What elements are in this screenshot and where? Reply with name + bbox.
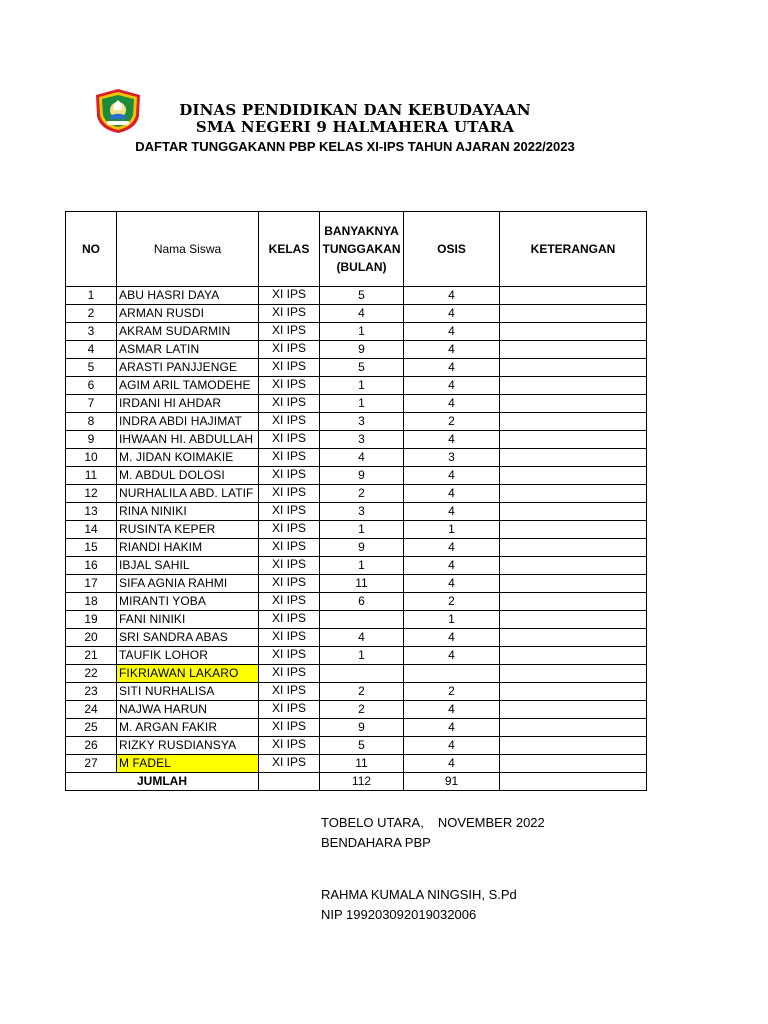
cell-osis: 2 — [404, 683, 500, 701]
table-row — [66, 755, 647, 773]
cell-notes — [500, 647, 647, 665]
signature-role: BENDAHARA PBP — [321, 835, 431, 850]
total-label: JUMLAH — [66, 773, 259, 791]
cell-notes — [500, 431, 647, 449]
cell-no: 1 — [66, 287, 117, 305]
cell-no: 6 — [66, 377, 117, 395]
total-notes-cell — [500, 773, 647, 791]
cell-osis: 4 — [404, 719, 500, 737]
cell-arrears: 2 — [320, 683, 404, 701]
cell-arrears: 4 — [320, 629, 404, 647]
cell-notes — [500, 485, 647, 503]
cell-osis: 4 — [404, 359, 500, 377]
cell-osis: 4 — [404, 467, 500, 485]
total-row — [66, 773, 647, 791]
cell-student-name: ASMAR LATIN — [117, 341, 259, 359]
cell-student-name: INDRA ABDI HAJIMAT — [117, 413, 259, 431]
cell-student-name: M. ARGAN FAKIR — [117, 719, 259, 737]
cell-class: XI IPS — [259, 593, 320, 611]
cell-arrears: 6 — [320, 593, 404, 611]
cell-notes — [500, 467, 647, 485]
cell-class: XI IPS — [259, 485, 320, 503]
cell-no: 25 — [66, 719, 117, 737]
cell-arrears: 9 — [320, 467, 404, 485]
signature-place: TOBELO UTARA, — [321, 815, 424, 830]
table-row — [66, 557, 647, 575]
cell-arrears — [320, 611, 404, 629]
cell-arrears: 11 — [320, 755, 404, 773]
cell-class: XI IPS — [259, 287, 320, 305]
cell-notes — [500, 449, 647, 467]
cell-class: XI IPS — [259, 341, 320, 359]
cell-student-name: M. JIDAN KOIMAKIE — [117, 449, 259, 467]
cell-class: XI IPS — [259, 521, 320, 539]
table-row — [66, 593, 647, 611]
cell-osis: 4 — [404, 575, 500, 593]
cell-student-name: FIKRIAWAN LAKARO — [117, 665, 259, 683]
cell-osis: 4 — [404, 755, 500, 773]
cell-no: 3 — [66, 323, 117, 341]
cell-student-name: AGIM ARIL TAMODEHE — [117, 377, 259, 395]
cell-class: XI IPS — [259, 467, 320, 485]
signer-nip: NIP 199203092019032006 — [321, 907, 477, 922]
table-row — [66, 323, 647, 341]
cell-notes — [500, 287, 647, 305]
table-row — [66, 395, 647, 413]
cell-arrears: 1 — [320, 647, 404, 665]
cell-class: XI IPS — [259, 629, 320, 647]
cell-osis: 2 — [404, 593, 500, 611]
cell-osis: 4 — [404, 305, 500, 323]
cell-arrears: 1 — [320, 323, 404, 341]
cell-class: XI IPS — [259, 611, 320, 629]
institution-name: DINAS PENDIDIKAN DAN KEBUDAYAAN — [179, 101, 531, 119]
table-row — [66, 611, 647, 629]
table-row — [66, 701, 647, 719]
school-name: SMA NEGERI 9 HALMAHERA UTARA — [195, 118, 515, 133]
cell-student-name: SRI SANDRA ABAS — [117, 629, 259, 647]
cell-student-name: ARASTI PANJJENGE — [117, 359, 259, 377]
header-arrears-line2: TUNGGAKAN — [322, 242, 401, 256]
cell-class: XI IPS — [259, 557, 320, 575]
cell-student-name: SIFA AGNIA RAHMI — [117, 575, 259, 593]
cell-no: 8 — [66, 413, 117, 431]
table-row — [66, 359, 647, 377]
cell-student-name: ARMAN RUSDI — [117, 305, 259, 323]
header-name: Nama Siswa — [117, 212, 259, 287]
cell-no: 7 — [66, 395, 117, 413]
cell-student-name: M. ABDUL DOLOSI — [117, 467, 259, 485]
cell-notes — [500, 665, 647, 683]
cell-notes — [500, 377, 647, 395]
document-title: DAFTAR TUNGGAKANN PBP KELAS XI-IPS TAHUN AJARAN 2022/2023 — [135, 139, 575, 154]
cell-arrears: 3 — [320, 413, 404, 431]
header-arrears-line3: (BULAN) — [336, 260, 387, 274]
table-row — [66, 575, 647, 593]
cell-class: XI IPS — [259, 647, 320, 665]
signature-place-date — [321, 815, 545, 830]
cell-osis: 4 — [404, 341, 500, 359]
cell-student-name: NAJWA HARUN — [117, 701, 259, 719]
cell-no: 12 — [66, 485, 117, 503]
cell-notes — [500, 737, 647, 755]
cell-notes — [500, 539, 647, 557]
cell-student-name: RIANDI HAKIM — [117, 539, 259, 557]
cell-arrears: 5 — [320, 287, 404, 305]
table-row — [66, 341, 647, 359]
table-row — [66, 305, 647, 323]
cell-no: 26 — [66, 737, 117, 755]
cell-osis: 4 — [404, 395, 500, 413]
cell-student-name: AKRAM SUDARMIN — [117, 323, 259, 341]
cell-no: 9 — [66, 431, 117, 449]
cell-osis: 4 — [404, 737, 500, 755]
cell-osis: 4 — [404, 485, 500, 503]
cell-no: 21 — [66, 647, 117, 665]
table-row — [66, 737, 647, 755]
cell-no: 16 — [66, 557, 117, 575]
cell-student-name: NURHALILA ABD. LATIF — [117, 485, 259, 503]
header-class: KELAS — [259, 212, 320, 287]
cell-student-name: RUSINTA KEPER — [117, 521, 259, 539]
cell-class: XI IPS — [259, 755, 320, 773]
cell-osis: 3 — [404, 449, 500, 467]
cell-notes — [500, 701, 647, 719]
cell-osis: 4 — [404, 287, 500, 305]
cell-class: XI IPS — [259, 323, 320, 341]
table-row — [66, 287, 647, 305]
cell-arrears: 1 — [320, 377, 404, 395]
cell-notes — [500, 755, 647, 773]
cell-notes — [500, 557, 647, 575]
cell-student-name: RIZKY RUSDIANSYA — [117, 737, 259, 755]
cell-no: 4 — [66, 341, 117, 359]
cell-no: 19 — [66, 611, 117, 629]
cell-notes — [500, 503, 647, 521]
cell-no: 11 — [66, 467, 117, 485]
cell-osis: 4 — [404, 431, 500, 449]
cell-no: 20 — [66, 629, 117, 647]
cell-arrears: 9 — [320, 539, 404, 557]
cell-student-name: TAUFIK LOHOR — [117, 647, 259, 665]
cell-osis: 4 — [404, 323, 500, 341]
cell-class: XI IPS — [259, 449, 320, 467]
table-body — [66, 287, 647, 773]
cell-class: XI IPS — [259, 719, 320, 737]
cell-osis: 4 — [404, 503, 500, 521]
signature-date: NOVEMBER 2022 — [437, 815, 545, 830]
cell-student-name: IHWAAN HI. ABDULLAH — [117, 431, 259, 449]
cell-notes — [500, 323, 647, 341]
cell-no: 24 — [66, 701, 117, 719]
cell-notes — [500, 683, 647, 701]
cell-osis: 2 — [404, 413, 500, 431]
cell-class: XI IPS — [259, 701, 320, 719]
cell-student-name: FANI NINIKI — [117, 611, 259, 629]
cell-student-name: RINA NINIKI — [117, 503, 259, 521]
cell-student-name: IRDANI HI AHDAR — [117, 395, 259, 413]
total-arrears: 112 — [320, 773, 404, 791]
cell-osis: 1 — [404, 611, 500, 629]
table-row — [66, 539, 647, 557]
cell-student-name: M FADEL — [117, 755, 259, 773]
cell-arrears: 11 — [320, 575, 404, 593]
header-no: NO — [66, 212, 117, 287]
cell-no: 17 — [66, 575, 117, 593]
cell-arrears: 1 — [320, 521, 404, 539]
cell-arrears: 1 — [320, 557, 404, 575]
header-arrears — [320, 212, 404, 287]
cell-osis: 1 — [404, 521, 500, 539]
total-class-cell — [259, 773, 320, 791]
table-header-row — [66, 212, 647, 287]
cell-no: 10 — [66, 449, 117, 467]
cell-no: 23 — [66, 683, 117, 701]
cell-class: XI IPS — [259, 503, 320, 521]
cell-class: XI IPS — [259, 665, 320, 683]
cell-class: XI IPS — [259, 413, 320, 431]
header-arrears-line1: BANYAKNYA — [324, 224, 399, 238]
cell-osis: 4 — [404, 539, 500, 557]
cell-arrears: 2 — [320, 485, 404, 503]
signer-name: RAHMA KUMALA NINGSIH, S.Pd — [321, 887, 517, 902]
cell-no: 18 — [66, 593, 117, 611]
cell-notes — [500, 629, 647, 647]
cell-notes — [500, 719, 647, 737]
table-row — [66, 521, 647, 539]
cell-osis: 4 — [404, 629, 500, 647]
table-row — [66, 467, 647, 485]
cell-arrears — [320, 665, 404, 683]
cell-notes — [500, 611, 647, 629]
table-row — [66, 647, 647, 665]
cell-arrears: 4 — [320, 305, 404, 323]
table-row — [66, 503, 647, 521]
cell-class: XI IPS — [259, 539, 320, 557]
cell-no: 2 — [66, 305, 117, 323]
table-row — [66, 377, 647, 395]
cell-no: 13 — [66, 503, 117, 521]
cell-notes — [500, 341, 647, 359]
cell-class: XI IPS — [259, 737, 320, 755]
cell-no: 22 — [66, 665, 117, 683]
cell-osis — [404, 665, 500, 683]
cell-osis: 4 — [404, 377, 500, 395]
cell-arrears: 2 — [320, 701, 404, 719]
cell-osis: 4 — [404, 557, 500, 575]
header-osis: OSIS — [404, 212, 500, 287]
table-row — [66, 719, 647, 737]
cell-class: XI IPS — [259, 431, 320, 449]
cell-notes — [500, 359, 647, 377]
cell-notes — [500, 413, 647, 431]
arrears-table — [65, 211, 647, 791]
cell-student-name: IBJAL SAHIL — [117, 557, 259, 575]
cell-class: XI IPS — [259, 683, 320, 701]
cell-no: 15 — [66, 539, 117, 557]
cell-arrears: 9 — [320, 341, 404, 359]
cell-arrears: 3 — [320, 431, 404, 449]
table-row — [66, 629, 647, 647]
cell-osis: 4 — [404, 647, 500, 665]
cell-class: XI IPS — [259, 359, 320, 377]
cell-student-name: ABU HASRI DAYA — [117, 287, 259, 305]
cell-notes — [500, 575, 647, 593]
table-row — [66, 449, 647, 467]
table-row — [66, 485, 647, 503]
cell-osis: 4 — [404, 701, 500, 719]
table-row — [66, 413, 647, 431]
cell-arrears: 9 — [320, 719, 404, 737]
cell-arrears: 3 — [320, 503, 404, 521]
cell-student-name: SITI NURHALISA — [117, 683, 259, 701]
table-row — [66, 683, 647, 701]
cell-notes — [500, 593, 647, 611]
cell-no: 5 — [66, 359, 117, 377]
cell-arrears: 4 — [320, 449, 404, 467]
cell-notes — [500, 305, 647, 323]
cell-arrears: 1 — [320, 395, 404, 413]
cell-class: XI IPS — [259, 305, 320, 323]
cell-class: XI IPS — [259, 377, 320, 395]
cell-student-name: MIRANTI YOBA — [117, 593, 259, 611]
header-notes: KETERANGAN — [500, 212, 647, 287]
cell-no: 27 — [66, 755, 117, 773]
cell-no: 14 — [66, 521, 117, 539]
institution-school-clip — [0, 118, 710, 133]
table-row — [66, 431, 647, 449]
total-osis: 91 — [404, 773, 500, 791]
cell-arrears: 5 — [320, 737, 404, 755]
cell-arrears: 5 — [320, 359, 404, 377]
cell-notes — [500, 521, 647, 539]
cell-class: XI IPS — [259, 575, 320, 593]
cell-notes — [500, 395, 647, 413]
cell-class: XI IPS — [259, 395, 320, 413]
table-row — [66, 665, 647, 683]
